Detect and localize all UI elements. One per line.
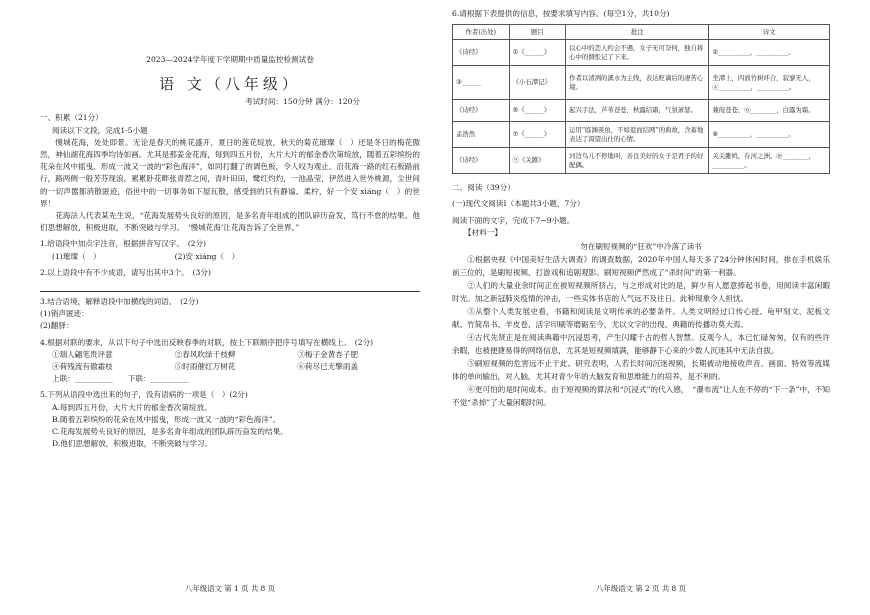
exam-title: 2023—2024学年度下学期期中质量监控检测试卷 [146, 55, 314, 64]
table-cell: 《诗经》 [453, 100, 510, 122]
material-label: 【材料一】 [464, 227, 502, 237]
table-cell[interactable]: ②__________，__________。 [709, 40, 830, 66]
subsection-1-instruction: 阅读下面的文字，完成下7~9小题。 [452, 215, 575, 225]
table-cell[interactable]: ⑦《______》 [509, 122, 566, 148]
exam-meta: 考试时间：150分钟 满分：120分 [245, 97, 360, 107]
question-1-item-1[interactable]: (1)璀璨（ ） [52, 251, 101, 261]
table-cell: 《诗经》 [453, 148, 510, 174]
table-row [453, 100, 830, 122]
table-cell[interactable]: ③______ [453, 66, 510, 100]
table-cell[interactable]: ⑤《______》 [509, 100, 566, 122]
table-cell: 孟浩然 [453, 122, 510, 148]
section-1-intro: 阅读以下文段，完成1-5小题 [52, 125, 148, 135]
question-4-fill[interactable]: 上联：__________ 下联：__________ [52, 374, 189, 384]
page-footer-left: 八年级语文 第 1 页 共 8 页 [184, 583, 276, 593]
question-5-option-b[interactable]: B.随着五彩缤纷的花朵在风中摇曳，形成一波又一波的“彩色海洋”。 [52, 414, 281, 424]
table-cell: 河边鸟儿不停地叫，善良美好的女子是君子的好配偶。 [566, 148, 709, 174]
question-2: 2.以上语段中有不少成语，请写出其中3个。 (3分) [40, 267, 211, 277]
article-paragraph-1: ①根据央视《中国美好生活大调查》的调查数据，2020年中国人每天多了24分钟休闲时间，排在手机娱乐前三位的，是刷短视频、打游戏和追剧观影。刷短视频俨然成了“杀时间”的第一利器。 [452, 255, 830, 278]
table-cell: 作者以清冽的溪水为主线，表达贬谪后的凄苦心境。 [566, 66, 709, 100]
table-header-row [453, 25, 830, 40]
table-cell: 起兴手法，芦苇苍苍，秋露结霜，气氛萧瑟。 [566, 100, 709, 122]
section-1-heading: 一、积累（21分） [40, 113, 103, 123]
article-paragraph-5: ⑤刷短视频的危害远不止于此。研究表明，人若长时间沉迷视频，长期被动地接收声音、画面、特效等流媒体的单向输出，对人脑，尤其对青少年的大脑发育和思维能力的培养，是不利的。 [452, 359, 830, 382]
table-cell[interactable]: 关关雎鸠，在河之洲。⑩________，__________。 [709, 148, 830, 174]
table-cell: 以心中的恋人约会不遇，女子无可奈何，独自将心中的惆怅记了下来。 [566, 40, 709, 66]
table-cell: 《诗经》 [453, 40, 510, 66]
section-2-heading: 二、阅读（39分） [452, 183, 515, 193]
table-cell[interactable]: ①《______》 [509, 40, 566, 66]
couplet-option-4: ④荷残流有傲霜枝 [52, 362, 113, 372]
table-header-author: 作者(出处) [453, 25, 510, 40]
page-footer-right: 八年级语文 第 2 页 共 8 页 [595, 583, 687, 593]
right-page [452, 0, 830, 615]
question-5-option-c[interactable]: C.花海发展势头良好的原因，是多名青年组成的团队辟历奋发的结果。 [52, 427, 288, 437]
table-header-poem: 诗文 [709, 25, 830, 40]
table-header-annotation: 批注 [566, 25, 709, 40]
table-row [453, 40, 830, 66]
article-paragraph-6: ⑥更可怕的是时间成本。由于短视频的算法和“沉浸式”的代入感， “瀑布流”让人在不停的“下一条”中，不知不觉“杀掉”了大量闲暇时间。 [452, 385, 830, 408]
answer-line[interactable] [40, 281, 420, 292]
table-cell: 运用“临渊羡鱼，不如退而结网”的典故，含蓄地表达了渴望出仕的心情。 [566, 122, 709, 148]
question-6: 6.请根据下表提供的信息，按要求填写内容。(每空1分，共10分) [452, 9, 670, 18]
question-3-item-1[interactable]: (1)销声匿迹： [40, 309, 89, 319]
question-5: 5.下列从语段中选出来的句子，没有语病的一项是（ ）(2分) [40, 390, 248, 400]
question-4-options [40, 349, 420, 373]
question-5-option-d[interactable]: D.他们思想解放，积极进取，不断突破与学习。 [52, 439, 213, 449]
table-cell: 《小石潭记》 [509, 66, 566, 100]
question-1-items [40, 251, 420, 263]
table-cell: ⑨《关雎》 [509, 148, 566, 174]
article-paragraph-3: ③从整个人类发展史看，书籍和阅读是文明传承的必要条件。人类文明经过口传心授、龟甲刻文、泥板文献、竹简帛书、羊皮卷、活字印刷等磨砺至今，尤以文字的出现、典籍的传播功莫大焉。 [452, 307, 830, 330]
couplet-option-1: ①瑞人翩笔贵评意 [52, 349, 113, 359]
couplet-option-5: ⑤时雨催红万树花 [174, 362, 236, 372]
question-3-item-2[interactable]: (2)翻驿： [40, 321, 74, 331]
couplet-option-2: ②春风吹绿千枝柳 [174, 349, 236, 359]
question-4: 4.根据对联的要求，从以下句子中选出反映春季的对联，按上下联顺序把序号填写在横线上。 (2分) [40, 337, 374, 347]
table-row [453, 66, 830, 100]
question-3: 3.结合语境，解释语段中加横线的词语。 (2分) [40, 297, 199, 307]
subsection-1-heading: (一)现代文阅读Ⅰ（本题共3小题，7分） [452, 199, 585, 209]
table-cell[interactable]: 蒹葭苍苍，⑥________，白露为霜。 [709, 100, 830, 122]
article-paragraph-4: ④古代先贤正是在阅读典籍中沉浸思考，产生闪耀千古的哲人智慧。反观今人，本已忙碌匆匆，仅有的些许余暇，也被便捷易得的网络信息，尤其是短视频填满，能够静下心来的少数人沉迷其中无法自拔。 [452, 333, 830, 356]
couplet-option-3: ③梅子金黄杏子肥 [297, 349, 359, 359]
table-row [453, 122, 830, 148]
table-header-title: 题目 [509, 25, 566, 40]
left-page [40, 0, 420, 615]
passage-paragraph-2: 花海法人代表某先生说，“花海发展势头良好的原因，是多名青年组成的团队辟历奋发，笃行不怠的结果。他们思想解放，积极进取，不断突破与学习。 ‘慢城花海’让花海告诉了全世界。” [40, 211, 420, 233]
question-1-item-2[interactable]: (2)安 xiáng（ ） [174, 251, 240, 261]
table-row [453, 148, 830, 174]
couplet-option-6: ⑥荷尽已无擎雨盖 [297, 362, 359, 372]
question-5-option-a[interactable]: A.每到四五月份，大片大片的郁金香次第绽放。 [52, 402, 212, 412]
table-cell[interactable]: 坐潭上，四面竹树环合，寂寥无人，④__________，__________。 [709, 66, 830, 100]
question-1: 1.给语段中加点字注音，根据拼音写汉字。 (2分) [40, 239, 207, 249]
passage-paragraph-1: 慢城花海，处处即景。无论是春天的桃花盛开，夏日的莲花绽放，秋天的菊花璀璨（ ）还是冬日的梅花傲然，神仙湖花海四季均诗如画。尤其是那姜金花海，每到四五月份，大片大片的郁金香次第绽放，随着五彩缤纷的花朵在风中摇曳，形成一波又一波的“彩色海洋”，如同打翻了的调色板，令人叹为观止。沿花海一路的红石板路前行，路两侧一般芳芬现浪，累累卧花畔张青惹之间，青叶田田，鹭红灼灼，一池晶莹，伊然进入世外桃源，尘世间的一切声嚣都消散匿迹，俗世中的一切事务如下屋瓦散，感受到的只有静谧、柔柠，好一个安 xiáng（ ）的世界！ [40, 137, 420, 208]
subject-title: 语 文（八年级） [159, 75, 301, 94]
table-cell[interactable]: ⑧__________，__________。 [709, 122, 830, 148]
article-title: 勿在刷短视频的“狂欢”中冷落了读书 [580, 242, 702, 252]
poetry-table [452, 24, 830, 174]
article-paragraph-2: ②人们的大量业余时间正在被短视频所挤占，与之形成对比的是，鲜少有人愿意捧起书卷，用阅读丰富闲暇时光。加之新冠肺炎疫情的冲击，一些实体书店的人气远不及往日。此种现象令人担忧。 [452, 281, 830, 304]
